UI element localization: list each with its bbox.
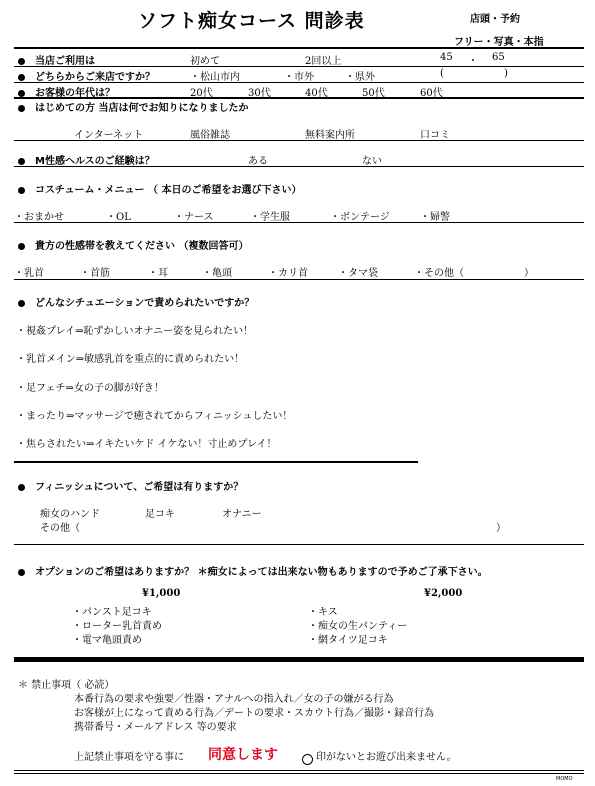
option-45[interactable]: 45 [440, 52, 453, 63]
question-costume-label: コスチューム・メニュー （ 本日のご希望をお選び下さい） [35, 185, 302, 196]
option-denma-glans[interactable]: ・電マ亀頭責め [72, 635, 142, 646]
question-erogenous [18, 237, 248, 252]
option-outside-city[interactable]: ・市外 [284, 72, 314, 83]
option-60s[interactable]: 60代 [420, 88, 443, 99]
option-word-of-mouth[interactable]: 口コミ [420, 130, 450, 141]
option-omakase[interactable]: ・おまかせ [14, 212, 64, 223]
bullet-icon [18, 105, 25, 112]
prohibited-heading: ＊ 禁止事項（ 必読） [18, 680, 115, 691]
bullet-icon [18, 74, 25, 81]
option-kiss[interactable]: ・キス [308, 607, 338, 618]
bullet-icon [18, 243, 25, 250]
price-1000: ¥1,000 [142, 588, 181, 599]
option-nipple[interactable]: ・乳首 [14, 268, 44, 279]
option-fishnet-footjob[interactable]: ・網タイツ足コキ [308, 635, 388, 646]
question-costume [18, 181, 301, 196]
note-free-photo-designation: フリー・写真・本指 [454, 37, 544, 48]
option-ear[interactable]: ・耳 [148, 268, 168, 279]
agreement-suffix: 印がないとお遊び出来ません。 [316, 752, 457, 763]
divider [14, 279, 584, 280]
option-other[interactable]: ・その他（ [414, 268, 464, 279]
option-no[interactable]: ない [362, 156, 382, 167]
prohibited-line-1: 本番行為の要求や強要／性器・アナルへの指入れ／女の子の嫌がる行為 [74, 694, 394, 705]
question-m-experience [18, 152, 155, 167]
divider [14, 166, 584, 167]
question-usage [18, 52, 95, 67]
option-situation-nipple[interactable]: ・乳首メイン⇒敏感乳首を重点的に責められたい！ [16, 354, 245, 365]
option-police[interactable]: ・婦警 [420, 212, 450, 223]
divider [14, 461, 418, 463]
option-ol[interactable]: ・OL [106, 212, 131, 223]
bullet-icon [18, 58, 25, 65]
question-options [18, 563, 488, 578]
paren-open: ( [440, 68, 444, 79]
question-situation [18, 294, 254, 309]
option-outside-prefecture[interactable]: ・県外 [345, 72, 375, 83]
question-m-experience-label: M性感ヘルスのご経験は？ [35, 156, 155, 167]
option-separator: ・ [468, 56, 478, 67]
option-neck[interactable]: ・首筋 [80, 268, 110, 279]
agreement-word: 同意します [208, 747, 278, 763]
option-glans[interactable]: ・亀頭 [202, 268, 232, 279]
divider [14, 66, 584, 67]
divider [14, 47, 584, 49]
option-footjob[interactable]: 足コキ [145, 509, 175, 520]
bullet-icon [18, 158, 25, 165]
option-situation-legs[interactable]: ・足フェチ⇒女の子の脚が好き！ [16, 383, 164, 394]
divider [14, 661, 584, 662]
paren-close: ) [504, 68, 508, 79]
option-situation-voyeur[interactable]: ・視姦プレイ⇒恥ずかしいオナニー姿を見られたい！ [16, 326, 254, 337]
bullet-icon [18, 187, 25, 194]
divider [14, 770, 584, 771]
question-first-source-label: はじめての方 当店は何でお知りになりましたか [35, 103, 249, 114]
option-masturbation[interactable]: オナニー [222, 509, 262, 520]
bullet-icon [18, 484, 25, 491]
divider [14, 140, 584, 141]
bullet-icon [18, 300, 25, 307]
question-erogenous-label: 貴方の性感帯を教えてください （複数回答可） [35, 241, 249, 252]
price-2000: ¥2,000 [424, 588, 463, 599]
question-age-label: お客様の年代は？ [35, 88, 115, 99]
paren-close: ） [496, 523, 506, 534]
option-rotor-nipple[interactable]: ・ローター乳首責め [72, 621, 162, 632]
paren-close: ） [524, 268, 534, 279]
footer-mark: MOMO [556, 776, 573, 782]
option-hand[interactable]: 痴女のハンド [40, 509, 100, 520]
option-raw-panties[interactable]: ・痴女の生パンティー [308, 621, 408, 632]
question-first-source [18, 99, 248, 114]
divider [14, 222, 584, 223]
option-twice-or-more[interactable]: 2回以上 [305, 56, 342, 67]
option-internet[interactable]: インターネット [74, 130, 144, 141]
question-finish-label: フィニッシュについて、ご希望は有りますか？ [35, 482, 244, 493]
option-30s[interactable]: 30代 [248, 88, 271, 99]
prohibited-line-3: 携帯番号・メールアドレス 等の要求 [74, 722, 237, 733]
note-store-reservation: 店頭・予約 [470, 14, 520, 25]
bullet-icon [18, 569, 25, 576]
page-title: ソフト痴女コース 問診表 [138, 10, 365, 32]
bullet-icon [18, 90, 25, 97]
question-finish [18, 478, 243, 493]
question-from [18, 68, 155, 83]
option-finish-other[interactable]: その他（ [40, 523, 80, 534]
option-corona[interactable]: ・カリ首 [268, 268, 308, 279]
option-situation-massage[interactable]: ・まったり⇒マッサージで癒されてからフィニッシュしたい！ [16, 411, 293, 422]
divider [14, 773, 584, 774]
option-65[interactable]: 65 [492, 52, 505, 63]
option-pantyhose-footjob[interactable]: ・パンスト足コキ [72, 607, 152, 618]
option-matsuyama[interactable]: ・松山市内 [190, 72, 240, 83]
option-yes[interactable]: ある [248, 156, 268, 167]
option-50s[interactable]: 50代 [362, 88, 385, 99]
divider [14, 544, 584, 545]
agreement-prefix: 上記禁止事項を守る事に [74, 752, 184, 763]
question-usage-label: 当店ご利用は [35, 56, 95, 67]
divider [14, 82, 584, 83]
question-situation-label: どんなシチュエーションで責められたいですか？ [35, 298, 255, 309]
option-20s[interactable]: 20代 [190, 88, 213, 99]
option-scrotum[interactable]: ・タマ袋 [338, 268, 378, 279]
option-nurse[interactable]: ・ナース [174, 212, 214, 223]
option-magazine[interactable]: 風俗雑誌 [190, 130, 230, 141]
option-bondage[interactable]: ・ボンテージ [330, 212, 390, 223]
option-40s[interactable]: 40代 [305, 88, 328, 99]
prohibited-line-2: お客様が上になって責める行為／デートの要求・スカウト行為／撮影・録音行為 [74, 708, 434, 719]
agreement-checkbox[interactable] [302, 749, 313, 768]
option-situation-edging[interactable]: ・焦らされたい⇒イキたいケド イケない！寸止めプレイ！ [16, 439, 277, 450]
circle-icon [302, 754, 313, 765]
option-free-info[interactable]: 無料案内所 [305, 130, 355, 141]
question-from-label: どちらからご来店ですか？ [35, 72, 155, 83]
question-options-label: オプションのご希望はありますか？ ＊痴女によっては出来ない物もありますので予めご了承下さい。 [35, 567, 488, 578]
option-first-time[interactable]: 初めて [190, 56, 220, 67]
option-school-uniform[interactable]: ・学生服 [250, 212, 290, 223]
